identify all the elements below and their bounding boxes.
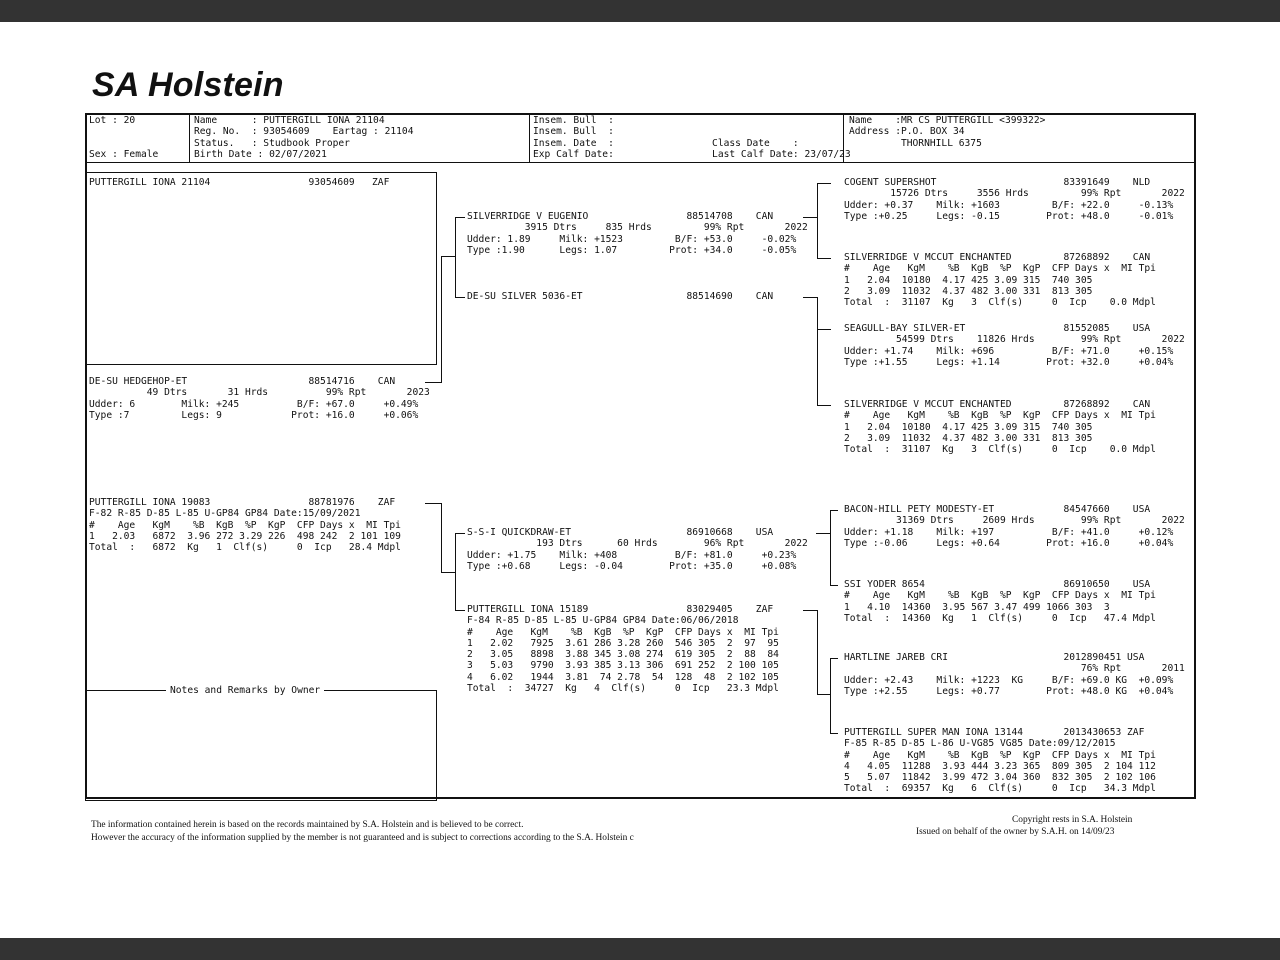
connector-sire-split-v: [455, 217, 456, 297]
connector-sdd: [817, 405, 831, 406]
connector-dss: [830, 510, 838, 511]
connector-dd-split-v: [830, 658, 831, 733]
connector-ds: [455, 533, 465, 534]
connector-dd-out: [803, 610, 817, 611]
connector-sd: [455, 297, 465, 298]
viewer-top-bar: [0, 0, 1280, 22]
copyright: Copyright rests in S.A. Holstein: [1012, 815, 1133, 825]
disclaimer-line-2: However the accuracy of the information supplied by the member is not guaranteed and is subject to corrections according to the S.A. Holstein c: [91, 833, 634, 843]
document-title: SA Holstein: [92, 66, 284, 104]
sire-sire-dam-block: SILVERRIDGE V MCCUT ENCHANTED 87268892 CAN # Age KgM %B KgB %P KgP CFP Days x MI Tpi 1 2.04 10180 4.17 425 3.09 315 740 305 2 3.09 11032 4.37 482 3.00 331 813 305 Total : 31107 Kg 3 Clf(s) 0 Icp 0.0 Mdpl: [844, 252, 1156, 309]
header-col-divider-1: [189, 113, 190, 163]
subject-animal: PUTTERGILL IONA 21104 93054609 ZAF: [89, 177, 390, 188]
dam-dam-block: PUTTERGILL IONA 15189 83029405 ZAF F-84 R-85 D-85 L-85 U-GP84 GP84 Date:06/06/2018 # Age KgM %B KgB %P KgP CFP Days x MI Tpi 1 2.02 7925 3.61 286 3.28 260 546 305 2 97 95 2 3.05 8898 3.88 345 3.08 274 619 305 2 88 84 3 5.03 9790 3.93 385 3.13 306 691 252 2 100 105 4 6.02 1944 3.81 74 2.78 54 128 48 2 102 105 Total : 34727 Kg 4 Clf(s) 0 Icp 23.3 Mdpl: [467, 604, 779, 695]
connector-sds: [817, 329, 831, 330]
connector-dam: [425, 503, 441, 504]
header-divider: [85, 162, 1196, 163]
sire-dam-dam-block: SILVERRIDGE V MCCUT ENCHANTED 87268892 CAN # Age KgM %B KgB %P KgP CFP Days x MI Tpi 1 2.04 10180 4.17 425 3.09 315 740 305 2 3.09 11032 4.37 482 3.00 331 813 305 Total : 31107 Kg 3 Clf(s) 0 Icp 0.0 Mdpl: [844, 399, 1156, 456]
sire-sire-sire-block: COGENT SUPERSHOT 83391649 NLD 15726 Dtrs 3556 Hrds 99% Rpt 2022 Udder: +0.37 Milk: +1603 B/F: +22.0 -0.13% Type :+0.25 Legs: -0.15 Prot: +48.0 -0.01%: [844, 177, 1185, 222]
animal-info: Name : PUTTERGILL IONA 21104 Reg. No. : 93054609 Eartag : 21104 Status. : Studbook Proper Birth Date : 02/07/2021: [194, 115, 414, 160]
issued-on: Issued on behalf of the owner by S.A.H. on 14/09/23: [916, 827, 1115, 837]
connector-ds-out: [816, 533, 830, 534]
connector-ssd: [817, 258, 831, 259]
header-col-divider-2: [529, 113, 530, 163]
sire-dam-block: DE-SU SILVER 5036-ET 88514690 CAN: [467, 291, 774, 302]
connector-dam-split: [441, 572, 455, 573]
connector-sire-v: [441, 256, 442, 383]
connector-ss-out: [803, 217, 817, 218]
connector-sss: [817, 183, 831, 184]
connector-sire-split: [441, 256, 455, 257]
connector-dd: [455, 610, 465, 611]
connector-ss: [455, 217, 465, 218]
connector-dam-split-v: [455, 533, 456, 611]
connector-sire: [425, 382, 441, 383]
notes-box[interactable]: [85, 690, 437, 801]
connector-dd-v: [817, 610, 818, 694]
sire-block: DE-SU HEDGEHOP-ET 88514716 CAN 49 Dtrs 31 Hrds 99% Rpt 2023 Udder: 6 Milk: +245 B/F: +67.0 +0.49% Type :7 Legs: 9 Prot: +16.0 +0.06%: [89, 376, 430, 421]
connector-ds-v: [830, 510, 831, 586]
connector-sd-split-v: [817, 329, 818, 406]
dam-sire-sire-block: BACON-HILL PETY MODESTY-ET 84547660 USA 31369 Dtrs 2609 Hrds 99% Rpt 2022 Udder: +1.18 Milk: +197 B/F: +41.0 +0.12% Type :-0.06 Legs: +0.64 Prot: +16.0 +0.04%: [844, 504, 1185, 549]
dam-sire-block: S-S-I QUICKDRAW-ET 86910668 USA 193 Dtrs 60 Hrds 96% Rpt 2022 Udder: +1.75 Milk: +408 B/F: +81.0 +0.23% Type :+0.68 Legs: -0.04 Prot: +35.0 +0.08%: [467, 527, 808, 572]
notes-label: Notes and Remarks by Owner: [166, 685, 324, 696]
lot-sex-info: Lot : 20 Sex : Female: [89, 115, 159, 160]
subject-box: [85, 172, 437, 365]
connector-sd-out: [803, 297, 817, 298]
disclaimer-line-1: The information contained herein is based on the records maintained by S.A. Holstein and is believed to be correct.: [91, 820, 524, 830]
dam-dam-dam-block: PUTTERGILL SUPER MAN IONA 13144 2013430653 ZAF F-85 R-85 D-85 L-86 U-VG85 VG85 Date:09/12/2015 # Age KgM %B KgB %P KgP CFP Days x MI Tpi 4 4.05 11288 3.93 444 3.23 365 809 305 2 104 112 5 5.07 11842 3.99 472 3.04 360 832 305 2 102 106 Total : 69357 Kg 6 Clf(s) 0 Icp 34.3 Mdpl: [844, 727, 1156, 795]
insemination-info: Insem. Bull : Insem. Bull : Insem. Date : Class Date : Exp Calf Date: Last Calf Date: 23/07/23: [533, 115, 851, 160]
dam-sire-dam-block: SSI YODER 8654 86910650 USA # Age KgM %B KgB %P KgP CFP Days x MI Tpi 1 4.10 14360 3.95 567 3.47 499 1066 303 3 Total : 14360 Kg 1 Clf(s) 0 Icp 47.4 Mdpl: [844, 579, 1156, 624]
viewer-bottom-bar: [0, 938, 1280, 960]
connector-dd-split: [817, 694, 830, 695]
sire-dam-sire-block: SEAGULL-BAY SILVER-ET 81552085 USA 54599 Dtrs 11826 Hrds 99% Rpt 2022 Udder: +1.74 Milk: +696 B/F: +71.0 +0.15% Type :+1.55 Legs: +1.14 Prot: +32.0 +0.04%: [844, 323, 1185, 368]
dam-dam-sire-block: HARTLINE JAREB CRI 2012890451 USA 76% Rpt 2011 Udder: +2.43 Milk: +1223 KG B/F: +69.0 KG +0.09% Type :+2.55 Legs: +0.77 Prot: +48.0 KG +0.04%: [844, 652, 1185, 697]
connector-ddd: [830, 733, 838, 734]
connector-ss-v: [817, 183, 818, 259]
sire-sire-block: SILVERRIDGE V EUGENIO 88514708 CAN 3915 Dtrs 835 Hrds 99% Rpt 2022 Udder: 1.89 Milk: +1523 B/F: +53.0 -0.02% Type :1.90 Legs: 1.07 Prot: +34.0 -0.05%: [467, 211, 808, 256]
connector-dds: [830, 658, 838, 659]
connector-dsd: [830, 585, 838, 586]
owner-info: Name :MR CS PUTTERGILL <399322> Address :P.O. BOX 34 THORNHILL 6375: [849, 115, 1046, 149]
dam-block: PUTTERGILL IONA 19083 88781976 ZAF F-82 R-85 D-85 L-85 U-GP84 GP84 Date:15/09/2021 # Age KgM %B KgB %P KgP CFP Days x MI Tpi 1 2.03 6872 3.96 272 3.29 226 498 242 2 101 109 Total : 6872 Kg 1 Clf(s) 0 Icp 28.4 Mdpl: [89, 497, 401, 554]
connector-dam-v: [441, 503, 442, 573]
